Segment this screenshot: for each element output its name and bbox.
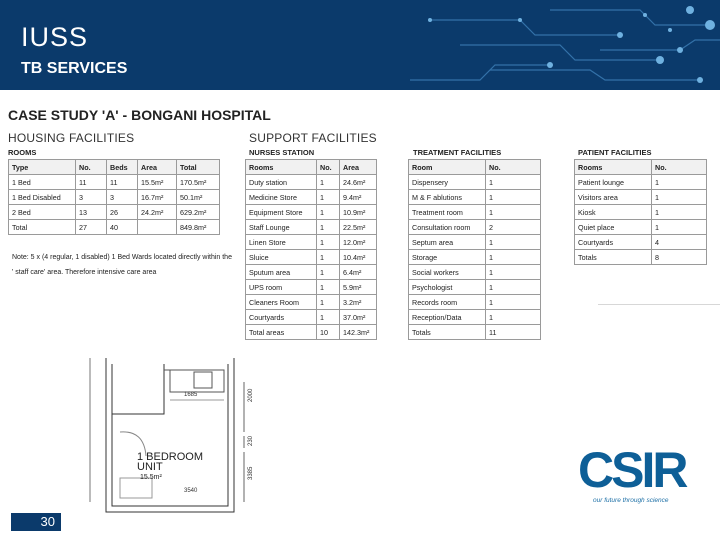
case-study-title: CASE STUDY 'A' - BONGANI HOSPITAL — [8, 107, 271, 123]
dim-3540: 3540 — [184, 488, 198, 494]
dim-1685: 1685 — [184, 392, 198, 398]
csir-logo — [578, 435, 688, 495]
housing-heading: HOUSING FACILITIES — [8, 131, 135, 145]
table-row — [246, 250, 377, 265]
table-cell: 1 — [317, 220, 340, 235]
table-cell: 11 — [107, 175, 138, 190]
table-row — [575, 220, 707, 235]
table-cell: 1 — [317, 190, 340, 205]
table-cell: 1 — [317, 250, 340, 265]
table-cell: 849.8m² — [177, 220, 220, 235]
table-cell: 170.5m² — [177, 175, 220, 190]
table-cell: M & F ablutions — [409, 190, 486, 205]
table-cell: Consultation room — [409, 220, 486, 235]
table-cell: Reception/Data — [409, 310, 486, 325]
table-cell: Total — [9, 220, 76, 235]
dim-230: 230 — [248, 435, 254, 446]
table-cell: 142.3m² — [340, 325, 377, 340]
table-cell: 24.6m² — [340, 175, 377, 190]
logo-tagline: our future through science — [593, 497, 669, 504]
table-cell: 1 — [317, 265, 340, 280]
header-banner — [0, 0, 720, 90]
table-row — [9, 190, 220, 205]
table-cell: 629.2m² — [177, 205, 220, 220]
table-cell: Sluice — [246, 250, 317, 265]
table-cell: 3 — [107, 190, 138, 205]
table-cell: 1 — [317, 235, 340, 250]
table-cell: Staff Lounge — [246, 220, 317, 235]
treatment-col-header: Room — [409, 160, 486, 175]
table-cell: Totals — [575, 250, 652, 265]
table-row — [9, 205, 220, 220]
table-row — [246, 325, 377, 340]
table-cell: 1 — [652, 205, 707, 220]
housing-col-header: Area — [138, 160, 177, 175]
table-row — [246, 310, 377, 325]
housing-col-header: No. — [76, 160, 107, 175]
table-cell: Dispensery — [409, 175, 486, 190]
page-number: 30 — [11, 513, 61, 531]
table-cell — [138, 220, 177, 235]
table-cell: Patient lounge — [575, 175, 652, 190]
table-cell: 1 — [317, 175, 340, 190]
table-cell: Sputum area — [246, 265, 317, 280]
table-row — [246, 280, 377, 295]
support-heading: SUPPORT FACILITIES — [249, 131, 377, 145]
treatment-col-header: No. — [486, 160, 541, 175]
table-row — [246, 295, 377, 310]
table-row — [409, 325, 541, 340]
table-row — [575, 250, 707, 265]
table-cell: 10 — [317, 325, 340, 340]
table-row — [409, 250, 541, 265]
table-cell: 2 Bed — [9, 205, 76, 220]
patient-sub: PATIENT FACILITIES — [578, 148, 652, 157]
table-row — [409, 220, 541, 235]
dim-2000: 2000 — [248, 388, 254, 402]
table-cell: 24.2m² — [138, 205, 177, 220]
table-row — [575, 235, 707, 250]
svg-text:CSIR: CSIR — [578, 442, 686, 495]
table-row — [9, 175, 220, 190]
table-row — [575, 205, 707, 220]
table-cell: Duty station — [246, 175, 317, 190]
table-cell: 1 — [652, 220, 707, 235]
table-cell: 1 — [317, 310, 340, 325]
table-cell: Treatment room — [409, 205, 486, 220]
table-cell: Cleaners Room — [246, 295, 317, 310]
table-cell: 3.2m² — [340, 295, 377, 310]
support-col-header: Area — [340, 160, 377, 175]
support-sub: NURSES STATION — [249, 148, 315, 157]
plan-unit-label: 1 BEDROOM UNIT — [137, 451, 204, 473]
table-cell: Records room — [409, 295, 486, 310]
table-cell: Courtyards — [575, 235, 652, 250]
table-cell: UPS room — [246, 280, 317, 295]
table-cell: Linen Store — [246, 235, 317, 250]
table-row — [246, 220, 377, 235]
table-cell: 22.5m² — [340, 220, 377, 235]
patient-table — [574, 159, 707, 265]
table-cell: 26 — [107, 205, 138, 220]
table-cell: 15.5m² — [138, 175, 177, 190]
table-cell: 3 — [76, 190, 107, 205]
table-row — [409, 205, 541, 220]
table-cell: 1 — [486, 295, 541, 310]
housing-sub: ROOMS — [8, 148, 37, 157]
table-row — [409, 190, 541, 205]
table-cell: 12.0m² — [340, 235, 377, 250]
table-row — [575, 190, 707, 205]
housing-col-header: Total — [177, 160, 220, 175]
table-cell: Psychologist — [409, 280, 486, 295]
table-cell: 1 — [317, 205, 340, 220]
table-cell: 37.0m² — [340, 310, 377, 325]
table-cell: 2 — [486, 220, 541, 235]
table-cell: Courtyards — [246, 310, 317, 325]
table-cell: 10.4m² — [340, 250, 377, 265]
table-cell: Totals — [409, 325, 486, 340]
table-cell: 1 — [486, 310, 541, 325]
housing-col-header: Beds — [107, 160, 138, 175]
table-row — [246, 175, 377, 190]
table-cell: 40 — [107, 220, 138, 235]
table-row — [246, 205, 377, 220]
table-row — [575, 175, 707, 190]
slide-title: IUSS — [21, 22, 89, 52]
table-cell: 1 — [486, 175, 541, 190]
floor-plan — [84, 352, 274, 522]
table-cell: 10.9m² — [340, 205, 377, 220]
patient-col-header: No. — [652, 160, 707, 175]
table-cell: 1 — [486, 280, 541, 295]
table-cell: 6.4m² — [340, 265, 377, 280]
table-row — [409, 175, 541, 190]
table-cell: Quiet place — [575, 220, 652, 235]
table-cell: Social workers — [409, 265, 486, 280]
table-row — [409, 280, 541, 295]
table-row — [9, 220, 220, 235]
slide-subtitle: TB SERVICES — [21, 60, 128, 77]
table-cell: 1 Bed Disabled — [9, 190, 76, 205]
table-cell: 1 — [486, 190, 541, 205]
table-cell: 1 Bed — [9, 175, 76, 190]
table-cell: 9.4m² — [340, 190, 377, 205]
table-cell: 1 — [486, 250, 541, 265]
plan-unit-area: 15.5m² — [140, 474, 162, 481]
support-col-header: Rooms — [246, 160, 317, 175]
table-cell: 50.1m² — [177, 190, 220, 205]
table-cell: 27 — [76, 220, 107, 235]
circuit-decoration — [400, 0, 720, 90]
table-cell: Visitors area — [575, 190, 652, 205]
table-row — [246, 190, 377, 205]
patient-col-header: Rooms — [575, 160, 652, 175]
table-cell: 16.7m² — [138, 190, 177, 205]
table-row — [246, 265, 377, 280]
dim-3385: 3385 — [248, 466, 254, 480]
table-cell: Storage — [409, 250, 486, 265]
table-cell: 5.9m² — [340, 280, 377, 295]
table-cell: 1 — [652, 175, 707, 190]
housing-note: Note: 5 x (4 regular, 1 disabled) 1 Bed Wards located directly within the ' staff care' area. Therefore intensive care area — [12, 254, 232, 276]
support-col-header: No. — [317, 160, 340, 175]
treatment-sub: TREATMENT FACILITIES — [413, 148, 502, 157]
divider-line — [598, 304, 720, 305]
table-cell: Medicine Store — [246, 190, 317, 205]
support-table — [245, 159, 377, 340]
treatment-table — [408, 159, 541, 340]
table-row — [409, 235, 541, 250]
table-cell: 11 — [76, 175, 107, 190]
table-cell: 13 — [76, 205, 107, 220]
table-cell: Total areas — [246, 325, 317, 340]
table-cell: Kiosk — [575, 205, 652, 220]
housing-col-header: Type — [9, 160, 76, 175]
table-cell: 1 — [317, 295, 340, 310]
table-cell: 1 — [317, 280, 340, 295]
table-cell: 11 — [486, 325, 541, 340]
housing-table — [8, 159, 220, 235]
table-row — [409, 310, 541, 325]
table-cell: 1 — [486, 235, 541, 250]
table-cell: 1 — [652, 190, 707, 205]
table-cell: 1 — [486, 265, 541, 280]
table-cell: 1 — [486, 205, 541, 220]
table-cell: 4 — [652, 235, 707, 250]
table-row — [409, 295, 541, 310]
table-cell: Equipment Store — [246, 205, 317, 220]
table-cell: Septum area — [409, 235, 486, 250]
table-row — [246, 235, 377, 250]
table-cell: 8 — [652, 250, 707, 265]
table-row — [409, 265, 541, 280]
